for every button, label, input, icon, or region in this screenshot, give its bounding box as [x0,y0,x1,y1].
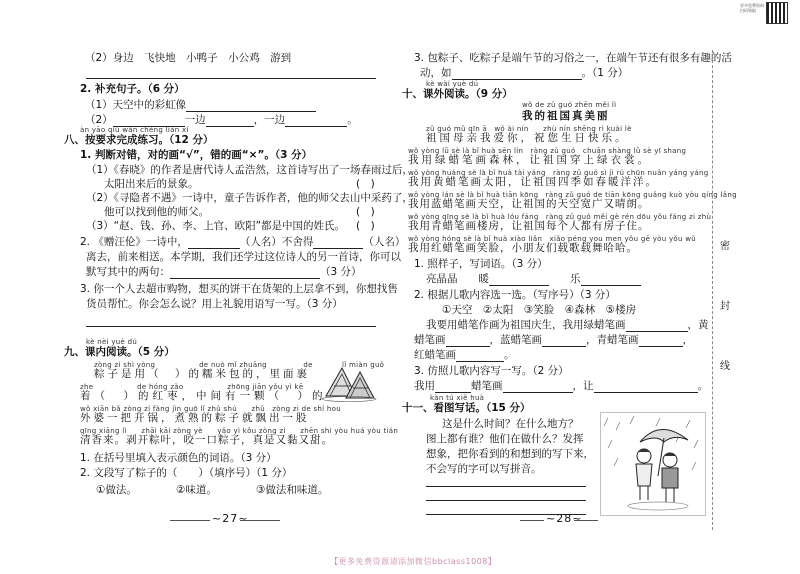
q3-line1: 3. 包粽子、吃粽子是端午节的习俗之一，在端午节还有很多有趣的活 [414,52,732,64]
q10-2: 2. 根据儿歌内容选一选。（写序号）（3 分） [414,289,616,301]
q8-3-line2: 货员帮忙。你会怎么说？用上礼貌用语写一写。（3 分） [86,298,343,310]
seal-line-strip [712,50,738,530]
page-number: ~28~ [546,512,583,525]
poem-line-4: 我用蓝蜡笔画天空，让祖国的天空宽广又晴朗。 [408,198,650,210]
poem-line-3: 我用黄蜡笔画太阳，让祖国四季如春暖洋洋。 [408,176,658,188]
q8-2-line1: 2. 《赠汪伦》一诗中， （人名）不舍得 （人名） [80,236,406,248]
q10-2-line3: 红蜡笔画 。 [414,349,515,361]
judge-1a: （1）《春晓》的作者是唐代诗人孟浩然，这首诗写出了一场春雨过后， [86,164,413,176]
poem-pinyin-4: wǒ yòng lán sè là bǐ huà tiān kōng ràng zǔ guó de tiān kōng guǎng kuò yòu qíng lǎng [408,191,737,199]
q10-2-options: ①天空 ②太阳 ③笑脸 ④森林 ⑤楼房 [442,304,637,316]
poem-title-pinyin: wǒ de zǔ guó zhēn měi lì [522,101,617,109]
poem-pinyin-2: wǒ yòng lǜ sè là bǐ huà sēn lín ràng zǔ guó chuān shàng lǜ sè yī shang [408,147,687,155]
reading-line-1: 粽子是用（ ）的糯米包的，里面裹 [94,368,310,380]
q10-3: 3. 仿照儿歌内容写一写。（2 分） [414,365,569,377]
judge-1b: 太阳出来后的景象。 [104,178,199,190]
section-9-pinyin: kè nèi yuè dú [86,338,138,346]
page-number-ornament [240,520,280,521]
section-11-pinyin: kàn tú xiě huà [430,394,485,402]
poem-pinyin-5: wǒ yòng qīng sè là bǐ huà lóu fáng ràng zǔ guó měi gè rén dōu yǒu fáng zi zhù [408,213,712,221]
q8-2-line3: 默写其中的两句： （3 分） [86,266,362,278]
option-1: ①做法。 [96,484,137,496]
sentence-2: （2） 一边 ，一边 。 [85,114,358,126]
reading-pinyin-1: zòng zi shì yòng de nuò mǐ zhuāng de lǐ miàn guǒ [94,361,385,369]
answer-line [86,78,376,79]
qr-code [766,2,788,24]
q10-3-line: 我用 蜡笔画 ，让 。 [414,380,708,392]
answer-line [426,486,586,487]
page-number-ornament [574,520,598,521]
question-title: 2. 补充句子。（6 分） [80,83,185,95]
writing-prompt-2: 图上都有谁？他们在做什么？发挥 [426,433,584,445]
section-9-title: 九、课内阅读。（5 分） [64,346,175,358]
question-title: 1. 判断对错，对的画“√”，错的画“×”。（3 分） [80,149,313,161]
section-8-pinyin: àn yāo qiú wán chéng liàn xí [80,126,189,134]
zongzi-illustration [320,362,378,402]
q9-1: 1. 在括号里填入表示颜色的词语。（3 分） [80,452,277,464]
answer-line [426,500,586,501]
answer-line [86,326,376,327]
qr-caption: 更多免费资料 扫码领取 [740,3,764,13]
section-8-title: 八、按要求完成练习。（12 分） [64,134,214,146]
poem-pinyin-1: zǔ guó mǔ qīn ā wǒ ài nín zhù nín shēng rì kuài lè [426,125,632,133]
q10-2-line2: 蜡笔画 ，蓝蜡笔画 ，青蜡笔画 ， [414,334,693,346]
poem-pinyin-6: wǒ yòng hóng sè là bǐ huà xiào liǎn xiǎo péng you men yǒu gē yòu yǒu wǔ [408,235,697,243]
section-10-pinyin: kè wài yuè dú [426,80,479,88]
seal-char: 封 [720,296,730,313]
poem-pinyin-3: wǒ yòng huáng sè là bǐ huà tài yáng ràng zǔ guó sì jì rú chūn nuǎn yáng yáng [408,169,709,177]
judge-3: （3）“赵、钱、孙、李、上官、欧阳”都是中国的姓氏。 [86,220,346,232]
q10-1-example: 亮晶晶 暖 乐 [426,273,641,286]
paren: ( ) [356,220,375,232]
reading-line-4: 清香来。剥开粽叶，咬一口粽子，真是又黏又甜。 [80,434,333,446]
poem-title: 我的祖国真美丽 [522,110,610,122]
poem-line-6: 我用红蜡笔画笑脸，小朋友们载歌载舞哈哈。 [408,242,638,254]
reading-pinyin-3: wǒ xiān bǎ zòng zi fàng jìn guō lǐ zhǔ shú zhǔ zòng zi de shí hou [80,405,341,413]
q10-2-line1: 我要用蜡笔作画为祖国庆生，我用绿蜡笔画 ，黄 [426,319,709,331]
paren: ( ) [356,178,375,190]
poem-line-1: 祖国母亲我爱你，祝您生日快乐。 [426,132,629,144]
writing-prompt-1: 这是什么时间？在什么地方？ [442,418,579,430]
writing-prompt-3: 想象，把你看到的和想到的写下来， [426,448,594,460]
reading-pinyin-4: qīng xiāng lì zhāi kāi zòng yè yǎo yì kǒu zòng zi zhēn shì yòu huá yòu tián [80,427,399,435]
footer-watermark: 【更多免费资源请添加微信bbclass1008】 [330,557,497,566]
paren: ( ) [356,206,375,218]
q10-1: 1. 照样子，写词语。（3 分） [414,258,548,270]
word-list: （2）身边 飞快地 小鸭子 小公鸡 游到 [85,52,292,64]
judge-2a: （2）《寻隐者不遇》一诗中，童子告诉作者，他的师父去山中采药了， [86,192,413,204]
poem-line-5: 我用青蜡笔画楼房，让祖国每个人都有房子住。 [408,220,650,232]
writing-prompt-4: 不会写的字可以写拼音。 [426,463,542,475]
option-3: ③做法和味道。 [256,484,329,496]
reading-line-3: 外婆一把开锅，煮熟的粽子就飘出一股 [80,412,310,424]
reading-pinyin-2: zhe de hóng zǎo zhōng jiān yǒu yì kē [80,383,304,391]
poem-line-2: 我用绿蜡笔画森林，让祖国穿上绿衣裳。 [408,154,651,166]
rain-umbrella-picture [600,412,706,516]
option-2: ②味道。 [176,484,217,496]
seal-char: 线 [720,356,730,373]
reading-line-2: 着（ ）的红枣，中间有一颗（ ）的 [80,390,327,402]
section-10-title: 十、课外阅读。（9 分） [402,88,513,100]
q9-2: 2. 文段写了粽子的（ ）（填序号）（1 分） [80,467,293,479]
q8-3-line1: 3. 你一个人去超市购物，想买的饼干在货架的上层拿不到，你想找售 [80,283,398,295]
seal-char: 密 [720,236,730,253]
q8-2-line2: 离去，前来相送。本学期，我们还学过这位诗人的另一首诗，你可以 [86,251,401,263]
sentence-1: （1）天空中的彩虹像 [85,99,316,112]
page-number-ornament [170,520,210,521]
section-11-title: 十一、看图写话。（15 分） [402,402,531,414]
page-number: ~27~ [212,512,249,525]
q3-line2: 动，如 。（1 分） [420,67,629,79]
page-number-ornament [520,520,544,521]
judge-2b: 他可以找到他的师父。 [104,206,209,218]
